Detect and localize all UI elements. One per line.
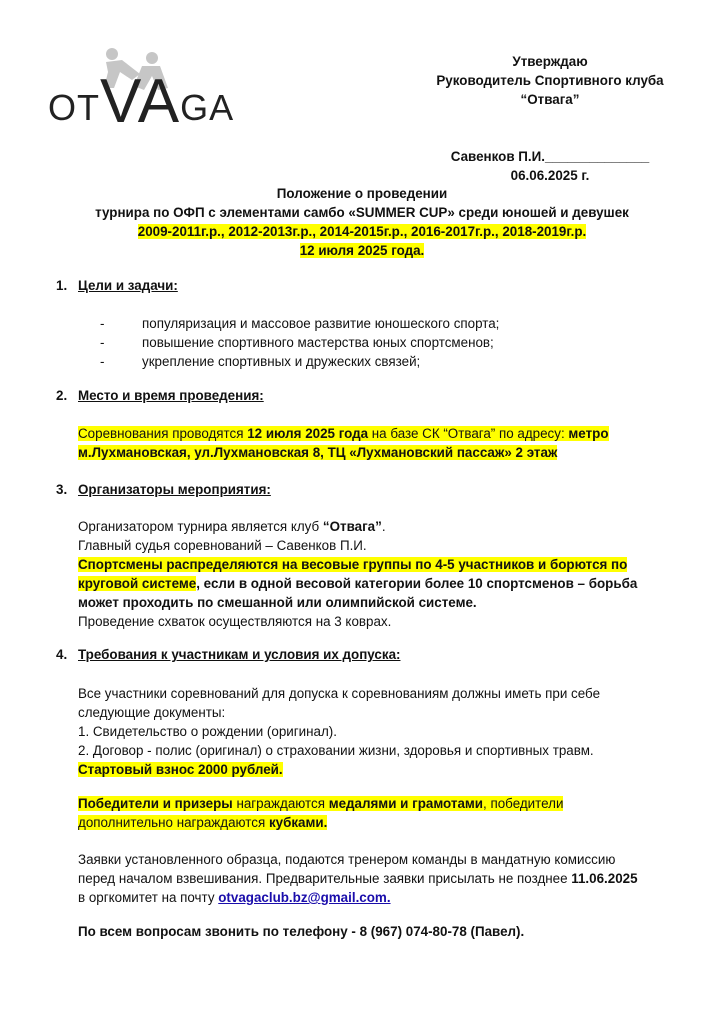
- approve-signature: Савенков П.И.______________: [450, 149, 650, 164]
- section-2-heading: 2. Место и время проведения:: [56, 388, 264, 403]
- email-link[interactable]: otvagaclub.bz@gmail.com.: [218, 890, 391, 905]
- approve-line1: Утверждаю: [512, 54, 588, 69]
- section-4-heading: 4. Требования к участникам и условия их допуска:: [56, 647, 401, 662]
- section-1-heading: 1. Цели и задачи:: [56, 278, 178, 293]
- title-line1: Положение о проведении: [276, 186, 448, 201]
- list-item: - популяризация и массовое развитие юношеского спорта;: [100, 316, 500, 331]
- list-item: - повышение спортивного мастерства юных спортсменов;: [100, 335, 494, 350]
- goals-list: [100, 314, 700, 371]
- club-logo: [48, 44, 248, 140]
- title-line2: турнира по ОФП с элементами самбо «SUMMER CUP» среди юношей и девушек: [95, 205, 629, 220]
- document-title: [40, 184, 684, 260]
- section-3-heading: 3. Организаторы мероприятия:: [56, 482, 271, 497]
- org-paragraph: Организатором турнира является клуб “Отвага”. Главный судья соревнований – Савенков П.И. Спортсмены распределяются на весовые группы по 4-5 участников и борются по круговой системе, если в одной весовой категории более 10 спортсменов – борьба может проходить по смешанной или олимпийской системе. Проведение схваток осуществляются на 3 коврах.: [78, 519, 638, 629]
- approval-block: [420, 52, 680, 185]
- awards-paragraph: Победители и призеры награждаются медалями и грамотами, победители дополнительно награждаются кубками.: [78, 796, 564, 830]
- title-line3: 2009-2011г.р., 2012-2013г.р., 2014-2015г.р., 2016-2017г.р., 2018-2019г.р.: [137, 224, 587, 239]
- approve-date: 06.06.2025 г.: [510, 168, 590, 183]
- list-item: - укрепление спортивных и дружеских связей;: [100, 354, 421, 369]
- requirements-paragraph: Все участники соревнований для допуска к соревнованиям должны иметь при себе следующие документы: 1. Свидетельство о рождении (оригинал). 2. Договор - полис (оригинал) о страховании жизни, здоровья и спортивных травм. Стартовый взнос 2000 рублей.: [78, 686, 601, 777]
- approve-line3: “Отвага”: [520, 92, 580, 107]
- place-paragraph: Соревнования проводятся 12 июля 2025 года на базе СК “Отвага” по адресу: метро м.Лухмановская, ул.Лухмановская 8, ТЦ «Лухмановский пассаж» 2 этаж: [78, 426, 609, 460]
- phone-line: По всем вопросам звонить по телефону - 8 (967) 074-80-78 (Павел).: [78, 924, 525, 939]
- application-paragraph: Заявки установленного образца, подаются тренером команды в мандатную комиссию перед началом взвешивания. Предварительные заявки присылать не позднее 11.06.2025 в оргкомитет на почту otvagaclub.bz@gmail.com.: [78, 852, 638, 905]
- title-line4: 12 июля 2025 года.: [299, 243, 425, 258]
- approve-line2: Руководитель Спортивного клуба: [436, 73, 664, 88]
- logo-wordmark: OTVAGA: [48, 67, 235, 136]
